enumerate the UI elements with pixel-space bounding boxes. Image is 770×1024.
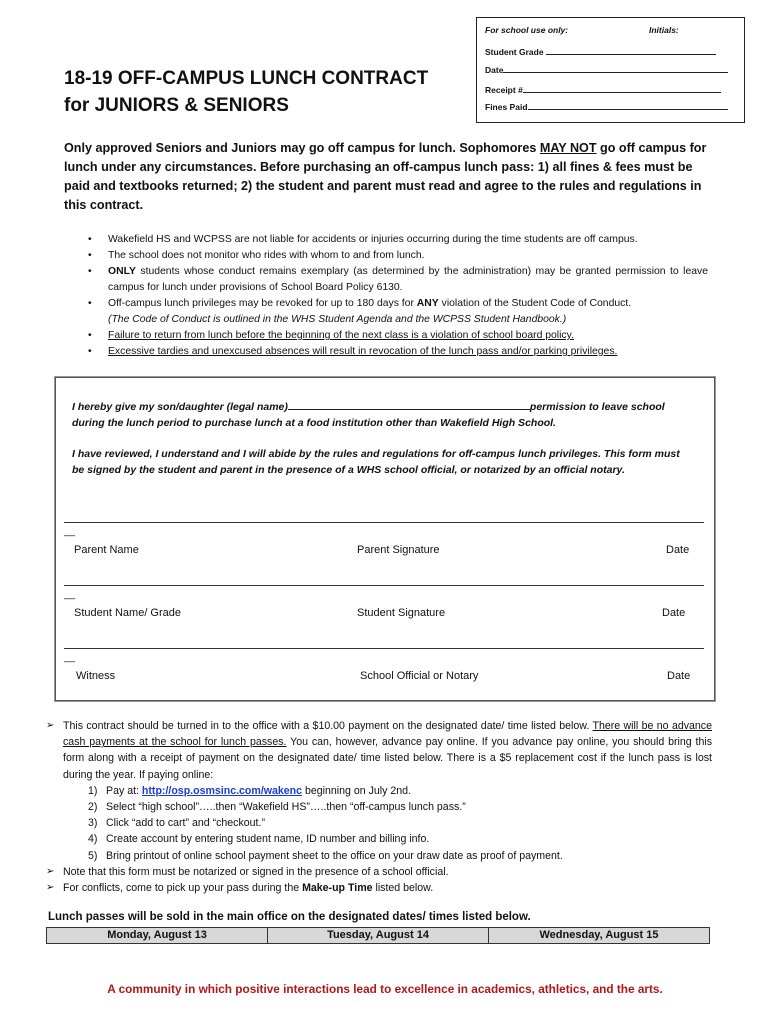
student-grade-field[interactable]: Student Grade xyxy=(485,45,716,57)
list-item: • The school does not monitor who rides with whom to and from lunch. xyxy=(88,248,708,264)
student-name-label: Student Name/ Grade xyxy=(74,607,182,619)
list-item-note: (The Code of Conduct is outlined in the WHS Student Agenda and the WCPSS Student Handbook.) xyxy=(108,314,567,325)
signature-box: I hereby give my son/daughter (legal name) permission to leave school during the lunch period to purchase lunch at a food institution other than Wakefield High School. I have reviewed, I understand and I will abide by the rules and regulations for off-campus lunch privileges. This form must be signed by the student and parent in the presence of a WHS school official, or notarized by an official notary. __ Parent Name Parent Signature Date __ Student Name/ Grade Student Signature Date __ Witness School Official or Notary Date xyxy=(54,376,716,702)
may-not-emphasis: MAY NOT xyxy=(539,141,597,155)
arrow-bullet-icon: ➢ xyxy=(46,720,55,731)
list-item: • Wakefield HS and WCPSS are not liable for accidents or injuries occurring during the time students are off campus. xyxy=(88,232,708,248)
intro-paragraph: Only approved Seniors and Juniors may go off campus for lunch. Sophomores MAY NOT go off campus for lunch under any circumstances. Before purchasing an off-campus lunch pass: 1) all fines & fees must be paid and textbooks returned; 2) the student and parent must read and agree to the rules and regulations in this contract. xyxy=(64,141,707,212)
date-field[interactable]: Date xyxy=(485,63,728,75)
list-item: • Failure to return from lunch before the beginning of the next class is a violation of school board policy. xyxy=(88,328,708,344)
student-signature-label: Student Signature xyxy=(357,607,446,619)
parent-date-label: Date xyxy=(666,544,690,556)
parent-signature-label: Parent Signature xyxy=(357,544,440,556)
list-item: • ONLY students whose conduct remains exemplary (as determined by the administration) may be granted permission to leave campus for lunch under provisions of School Board Policy 6130. xyxy=(88,264,708,296)
date-cell: Monday, August 13 xyxy=(107,929,207,941)
receipt-field[interactable]: Receipt # xyxy=(485,83,721,95)
permission-statement: I hereby give my son/daughter (legal name) permission to leave school during the lunch period to purchase lunch at a food institution other than Wakefield High School. xyxy=(72,398,702,431)
instructions xyxy=(46,718,712,896)
instruction-3: ➢ For conflicts, come to pick up your pass during the Make-up Time listed below. xyxy=(46,880,712,896)
date-cell: Tuesday, August 14 xyxy=(267,928,488,943)
parent-name-label: Parent Name xyxy=(74,544,139,556)
arrow-bullet-icon: ➢ xyxy=(46,882,55,894)
student-signature-line[interactable] xyxy=(64,585,704,586)
witness-label: Witness xyxy=(76,670,116,682)
school-use-header: For school use only: xyxy=(485,25,569,35)
agreement-statement: I have reviewed, I understand and I will abide by the rules and regulations for off-campus lunch privileges. This form must be signed by the student and parent in the presence of a WHS school official, or notarized by an official notary. xyxy=(72,448,680,476)
witness-date-label: Date xyxy=(667,670,691,682)
list-item: • Excessive tardies and unexcused absences will result in revocation of the lunch pass and/or parking privileges. xyxy=(88,344,708,360)
sales-heading: Lunch passes will be sold in the main office on the designated dates/ times listed below. xyxy=(48,911,531,923)
step-4: 4) Create account by entering student name, ID number and billing info. xyxy=(88,833,430,846)
step-1: 1) Pay at: http://osp.osmsinc.com/wakenc beginning on July 2nd. xyxy=(88,784,412,797)
page-title: 18-19 OFF-CAMPUS LUNCH CONTRACT for JUNIORS & SENIORS xyxy=(64,68,429,116)
parent-signature-line[interactable] xyxy=(64,522,704,523)
step-5: 5) Bring printout of online school payment sheet to the office on your draw date as proof of payment. xyxy=(88,849,563,862)
sales-dates-table xyxy=(46,927,710,944)
instruction-1: ➢ This contract should be turned in to the office with a $10.00 payment on the designated date/ time listed below. There will be no advance cash payments at the school for lunch passes. You can, however, advance pay online. If you advance pay online, you should bring this form along with a receipt of payment on the designated date/ time listed below. There is a $5 replacement cost if the lunch pass is lost during the year. If paying online: xyxy=(46,720,713,781)
initials-label: Initials: xyxy=(649,25,679,35)
legal-name-field[interactable] xyxy=(288,398,530,410)
date-cell: Wednesday, August 15 xyxy=(488,928,709,943)
arrow-bullet-icon: ➢ xyxy=(46,865,55,877)
step-3: 3) Click “add to cart” and “checkout.” xyxy=(88,817,265,830)
student-date-label: Date xyxy=(662,607,686,619)
official-label: School Official or Notary xyxy=(360,670,479,682)
rules-list xyxy=(88,232,708,360)
school-use-box xyxy=(476,17,745,123)
fines-paid-field[interactable]: Fines Paid xyxy=(485,100,728,112)
school-motto: A community in which positive interactions lead to excellence in academics, athletics, and the arts. xyxy=(107,982,663,996)
witness-signature-line[interactable] xyxy=(64,648,704,649)
instruction-2: ➢ Note that this form must be notarized or signed in the presence of a school official. xyxy=(46,864,712,880)
list-item: • Off-campus lunch privileges may be revoked for up to 180 days for ANY violation of the Student Code of Conduct. xyxy=(88,296,708,312)
step-2: 2) Select “high school”…..then “Wakefield HS”…..then “off-campus lunch pass.” xyxy=(88,801,466,814)
payment-link[interactable]: http://osp.osmsinc.com/wakenc xyxy=(141,784,303,797)
